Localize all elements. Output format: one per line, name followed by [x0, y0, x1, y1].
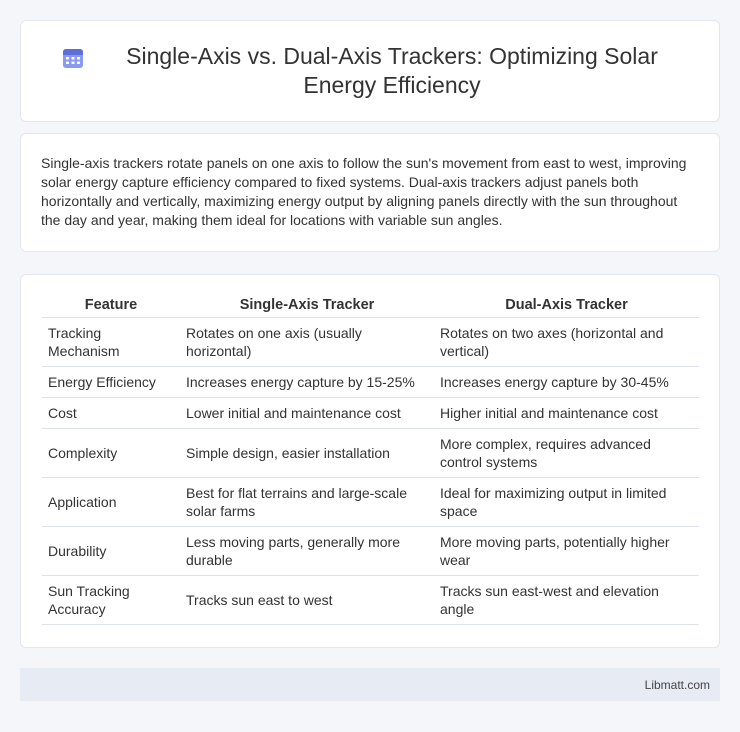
table-cell: Durability: [42, 527, 180, 576]
intro-text: Single-axis trackers rotate panels on one axis to follow the sun's movement from east to west, improving solar energy capture efficiency compared to fixed systems. Dual-axis trackers adjust panels both horizontally and vertically, maximizing energy output by aligning panels directly with the sun throughout the day and year, making them ideal for locations with variable sun angles.: [41, 155, 687, 228]
table-cell: Rotates on two axes (horizontal and vertical): [434, 318, 699, 367]
table-cell: More complex, requires advanced control systems: [434, 429, 699, 478]
table-cell: Lower initial and maintenance cost: [180, 398, 434, 429]
table-cell: Increases energy capture by 30-45%: [434, 367, 699, 398]
table-cell: Tracks sun east-west and elevation angle: [434, 576, 699, 625]
intro-card: [20, 133, 720, 252]
table-cell: Application: [42, 478, 180, 527]
table-row: [42, 527, 699, 576]
table-cell: Energy Efficiency: [42, 367, 180, 398]
table-cell: Complexity: [42, 429, 180, 478]
table-cell: Simple design, easier installation: [180, 429, 434, 478]
table-cell: Higher initial and maintenance cost: [434, 398, 699, 429]
comparison-table: [42, 293, 699, 625]
table-cell: Increases energy capture by 15-25%: [180, 367, 434, 398]
title-card: [20, 20, 720, 122]
column-header: Dual-Axis Tracker: [434, 293, 699, 318]
table-row: [42, 429, 699, 478]
calendar-icon: [61, 46, 85, 70]
footer: [20, 668, 720, 701]
table-cell: Ideal for maximizing output in limited space: [434, 478, 699, 527]
table-cell: Tracking Mechanism: [42, 318, 180, 367]
table-row: [42, 367, 699, 398]
table-row: [42, 576, 699, 625]
table-cell: Less moving parts, generally more durable: [180, 527, 434, 576]
table-cell: More moving parts, potentially higher wear: [434, 527, 699, 576]
title-wrap: [61, 42, 679, 100]
table-cell: Tracks sun east to west: [180, 576, 434, 625]
table-cell: Sun Tracking Accuracy: [42, 576, 180, 625]
table-cell: Rotates on one axis (usually horizontal): [180, 318, 434, 367]
table-row: [42, 478, 699, 527]
comparison-table-card: [20, 274, 720, 648]
footer-site-link[interactable]: Libmatt.com: [644, 677, 710, 692]
table-cell: Cost: [42, 398, 180, 429]
table-header-row: [42, 293, 699, 318]
column-header: Single-Axis Tracker: [180, 293, 434, 318]
table-row: [42, 398, 699, 429]
column-header: Feature: [42, 293, 180, 318]
page-title: Single-Axis vs. Dual-Axis Trackers: Optimizing Solar Energy Efficiency: [126, 43, 658, 98]
table-row: [42, 318, 699, 367]
table-cell: Best for flat terrains and large-scale solar farms: [180, 478, 434, 527]
